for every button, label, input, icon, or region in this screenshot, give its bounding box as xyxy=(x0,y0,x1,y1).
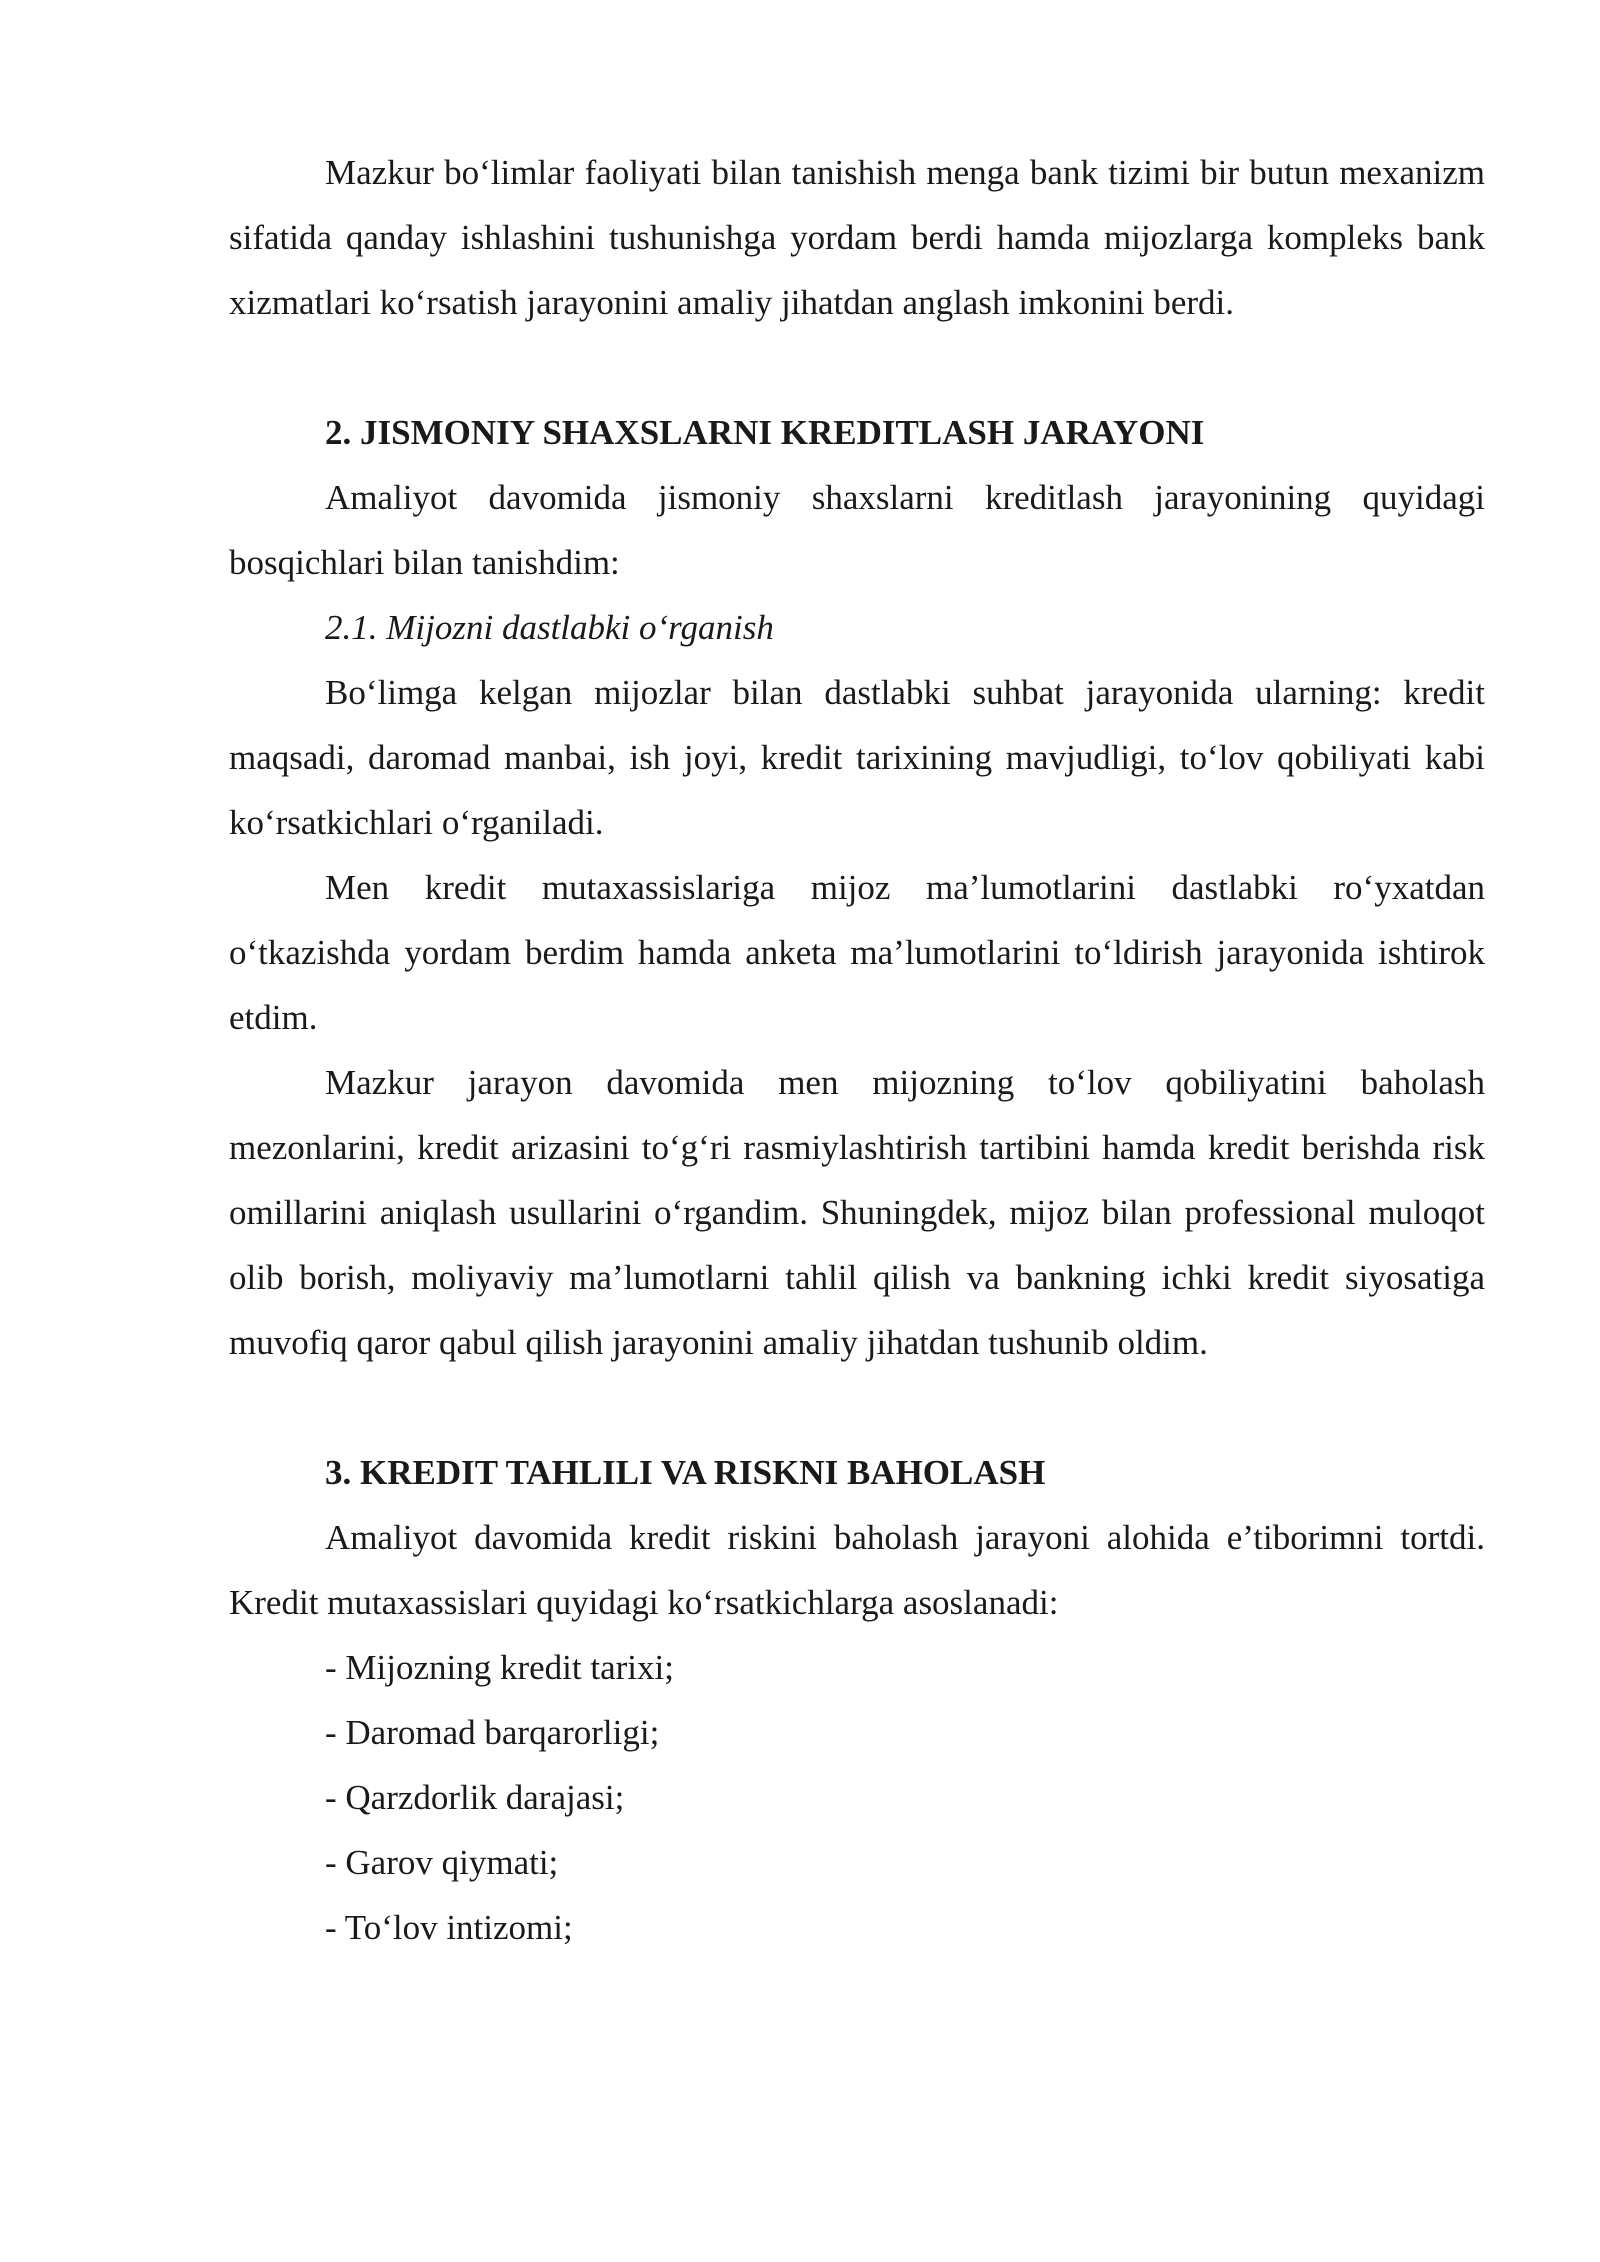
section-2-paragraph: Mazkur jarayon davomida men mijozning to‘lov qobiliyatini baholash mezonlarini, kredit arizasini to‘g‘ri rasmiylashtirish tartibini hamda kredit berishda risk omillarini aniqlash usullarini o‘rgandim. Shuningdek, mijoz bilan professional muloqot olib borish, moliyaviy ma’lumotlarni tahlil qilish va bankning ichki kredit siyosatiga muvofiq qaror qabul qilish jarayonini amaliy jihatdan tushunib oldim. xyxy=(229,1063,1485,1362)
section-2-intro: Amaliyot davomida jismoniy shaxslarni kreditlash jarayonining quyidagi bosqichlari bilan tanishdim: xyxy=(229,478,1485,582)
list-item: - Garov qiymati; xyxy=(325,1843,559,1882)
intro-paragraph: Mazkur bo‘limlar faoliyati bilan tanishish menga bank tizimi bir butun mexanizm sifatida qanday ishlashini tushunishga yordam berdi hamda mijozlarga kompleks bank xizmatlari ko‘rsatish jarayonini amaliy jihatdan anglash imkonini berdi. xyxy=(229,153,1485,322)
list-item: - Mijozning kredit tarixi; xyxy=(325,1648,674,1687)
section-2-paragraph: Bo‘limga kelgan mijozlar bilan dastlabki suhbat jarayonida ularning: kredit maqsadi, daromad manbai, ish joyi, kredit tarixining mavjudligi, to‘lov qobiliyati kabi ko‘rsatkichlari o‘rganiladi. xyxy=(229,673,1485,842)
list-item: - Qarzdorlik darajasi; xyxy=(325,1778,625,1817)
section-spacer xyxy=(229,1375,1485,1440)
list-item: - Daromad barqarorligi; xyxy=(325,1713,660,1752)
subsection-2-1-title: 2.1. Mijozni dastlabki o‘rganish xyxy=(325,608,774,647)
section-3-intro: Amaliyot davomida kredit riskini baholash jarayoni alohida e’tiborimni tortdi. Kredit mutaxassislari quyidagi ko‘rsatkichlarga asoslanadi: xyxy=(229,1518,1485,1622)
list-item: - To‘lov intizomi; xyxy=(325,1908,573,1947)
section-2-paragraph: Men kredit mutaxassislariga mijoz ma’lumotlarini dastlabki ro‘yxatdan o‘tkazishda yordam berdim hamda anketa ma’lumotlarini to‘ldirish jarayonida ishtirok etdim. xyxy=(229,868,1485,1037)
section-3-heading: 3. KREDIT TAHLILI VA RISKNI BAHOLASH xyxy=(325,1453,1046,1492)
page-content xyxy=(229,140,1485,1960)
section-2-heading: 2. JISMONIY SHAXSLARNI KREDITLASH JARAYONI xyxy=(325,413,1205,452)
risk-indicator-list xyxy=(229,1635,1485,1960)
section-spacer xyxy=(229,335,1485,400)
